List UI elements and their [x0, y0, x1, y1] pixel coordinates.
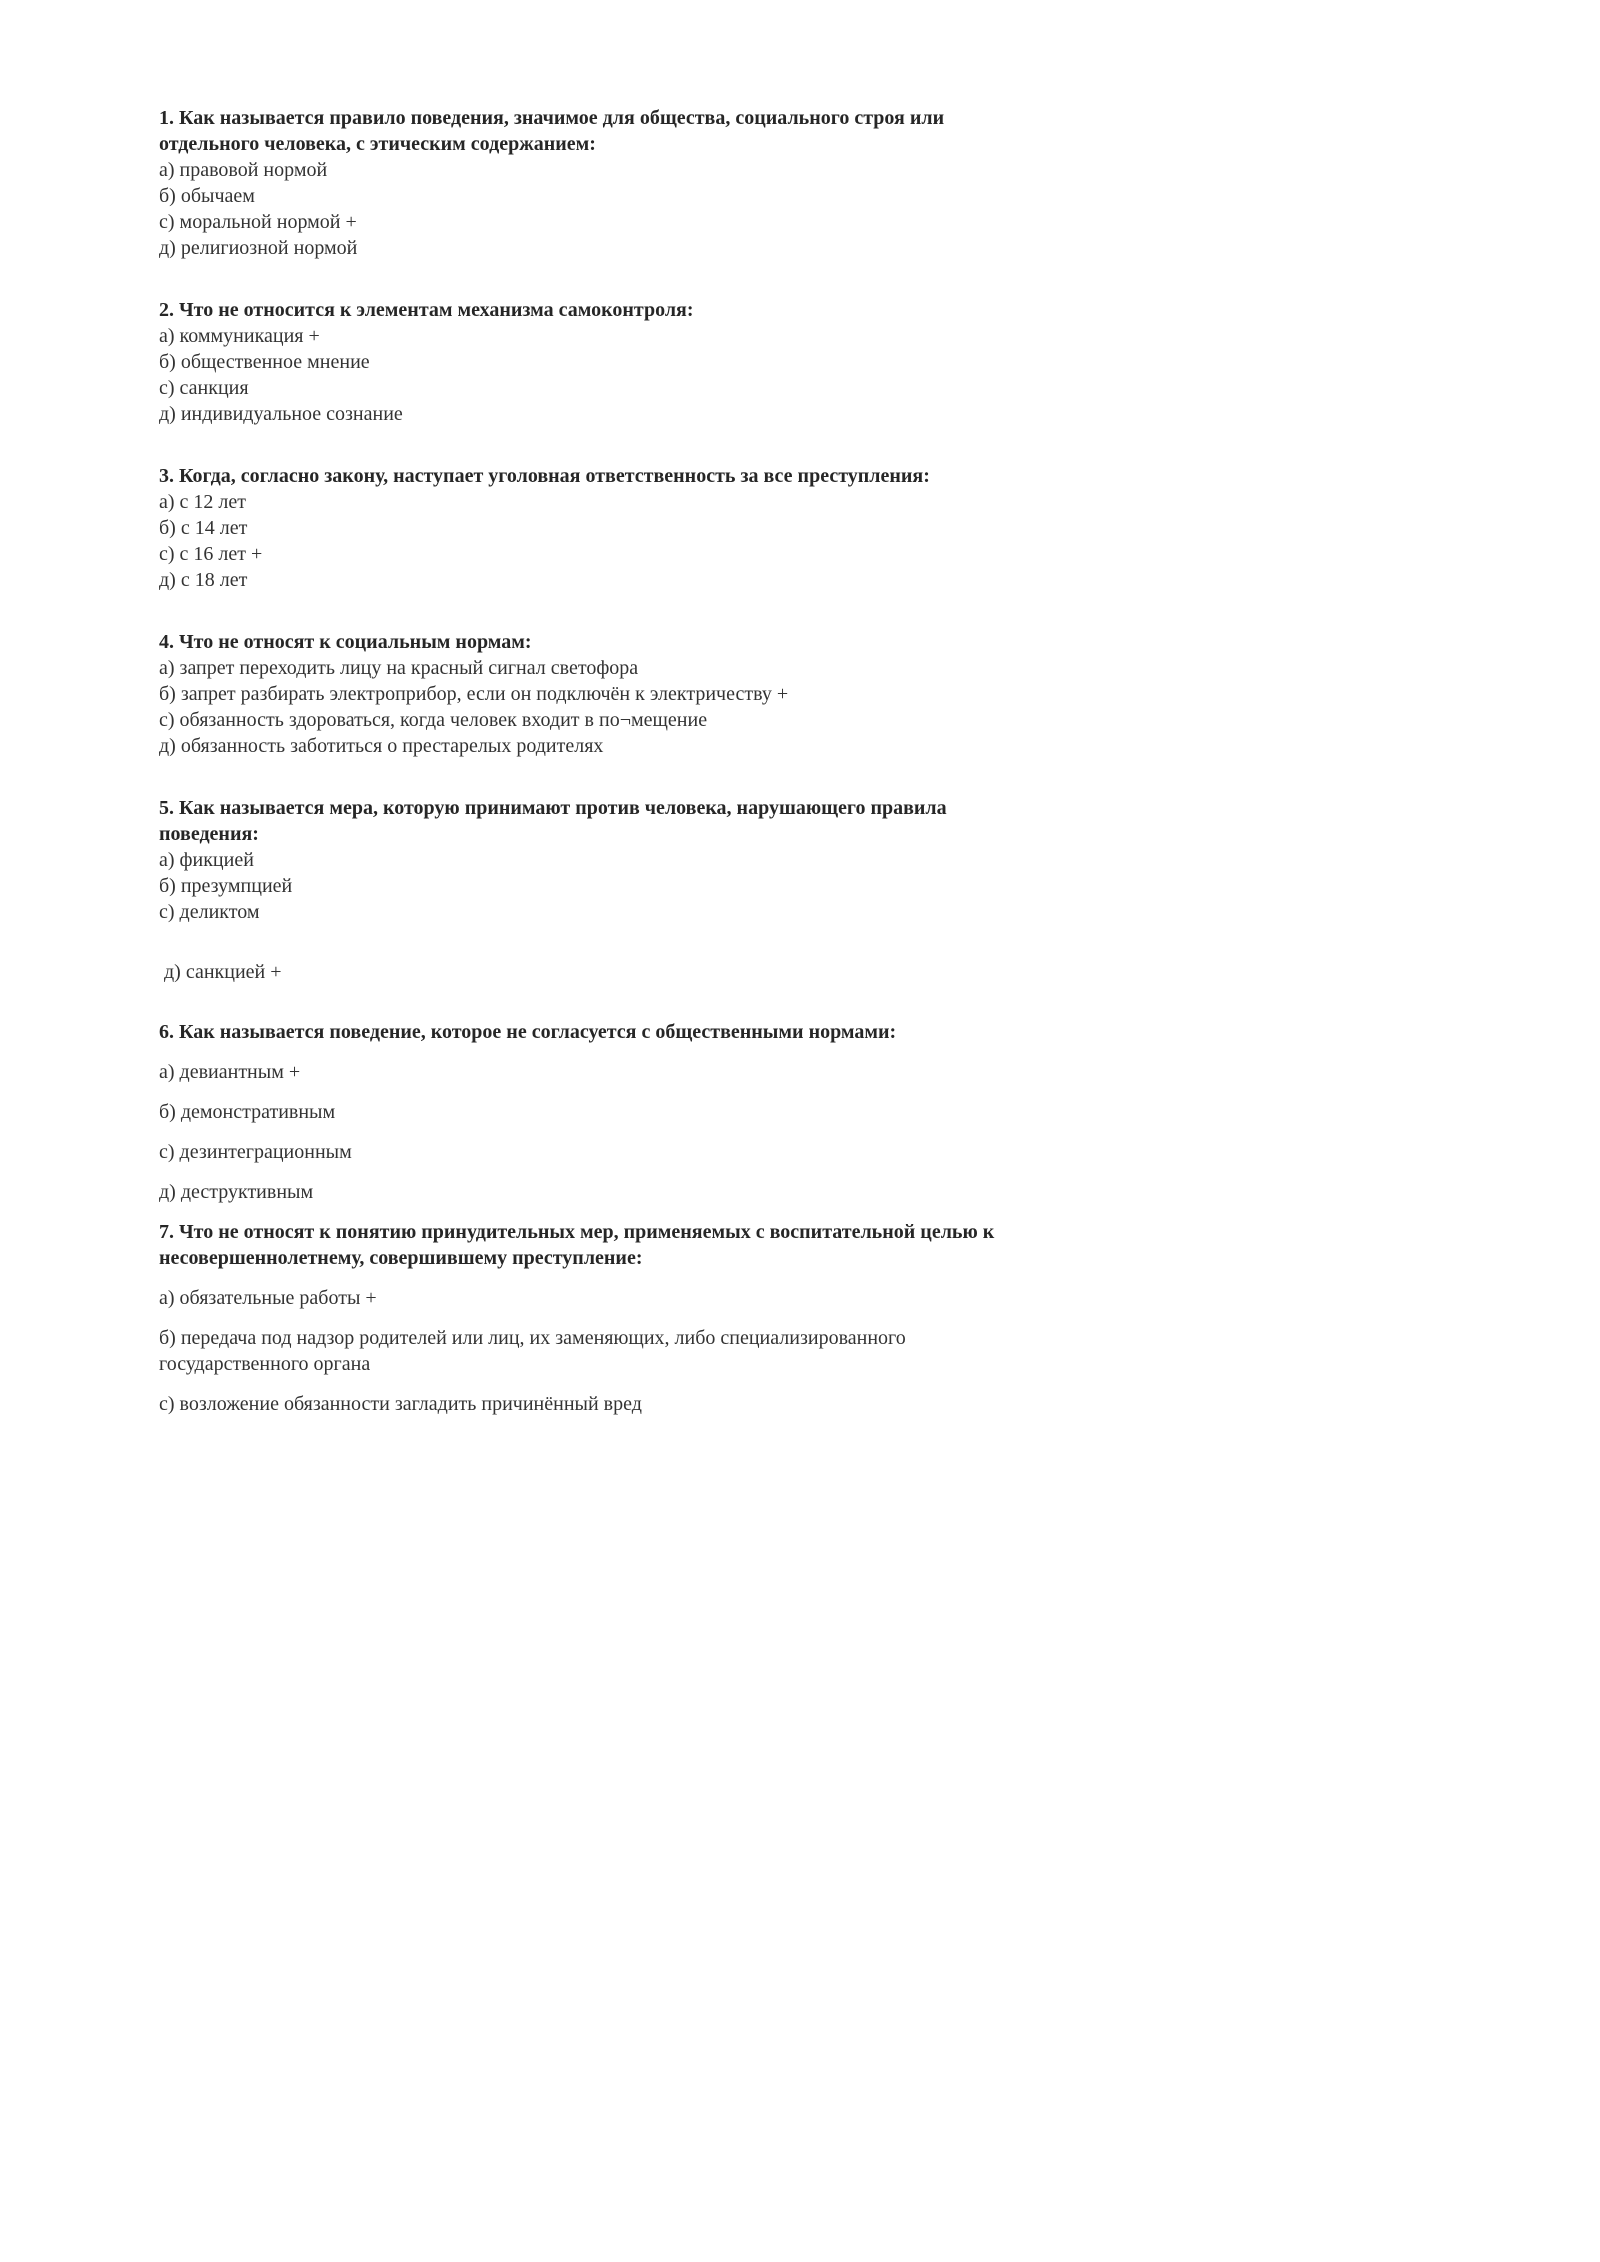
- question-3-option-c: с) с 16 лет +: [159, 543, 263, 565]
- question-2-option-b: б) общественное мнение: [159, 351, 370, 373]
- question-1-option-d: д) религиозной нормой: [159, 237, 358, 259]
- question-6-title: 6. Как называется поведение, которое не согласуется с общественными нормами:: [159, 1021, 897, 1043]
- question-2-option-a: а) коммуникация +: [159, 325, 320, 347]
- question-4-option-b: б) запрет разбирать электроприбор, если он подключён к электричеству +: [159, 683, 789, 705]
- question-1-title: 1. Как называется правило поведения, значимое для общества, социального строя или отдельного человека, с этическим содержанием:: [159, 107, 945, 155]
- question-3-option-d: д) с 18 лет: [159, 569, 248, 591]
- question-3-option-a: а) с 12 лет: [159, 491, 247, 513]
- question-6-option-a: а) девиантным +: [159, 1061, 301, 1083]
- question-1-option-a: а) правовой нормой: [159, 159, 328, 181]
- question-6: [159, 1019, 1039, 1205]
- question-3: [159, 463, 1039, 593]
- question-6-option-c: с) дезинтеграционным: [159, 1141, 352, 1163]
- question-6-option-d: д) деструктивным: [159, 1181, 314, 1203]
- question-2: [159, 297, 1039, 427]
- question-1-option-b: б) обычаем: [159, 185, 255, 207]
- question-5-option-d: д) санкцией +: [164, 961, 282, 983]
- question-2-option-d: д) индивидуальное сознание: [159, 403, 403, 425]
- question-4-option-a: а) запрет переходить лицу на красный сигнал светофора: [159, 657, 639, 679]
- document-page: [159, 105, 1039, 1431]
- question-5-option-c: с) деликтом: [159, 901, 260, 923]
- question-7-option-a: а) обязательные работы +: [159, 1287, 377, 1309]
- question-1-option-c: с) моральной нормой +: [159, 211, 357, 233]
- question-4: [159, 629, 1039, 759]
- question-3-option-b: б) с 14 лет: [159, 517, 248, 539]
- question-4-option-d: д) обязанность заботиться о престарелых родителях: [159, 735, 604, 757]
- question-2-option-c: с) санкция: [159, 377, 249, 399]
- question-7-option-c: с) возложение обязанности загладить причинённый вред: [159, 1393, 642, 1415]
- question-4-option-c: с) обязанность здороваться, когда человек входит в по¬мещение: [159, 709, 708, 731]
- question-5: [159, 795, 1039, 985]
- question-6-option-b: б) демонстративным: [159, 1101, 336, 1123]
- question-7-option-b: б) передача под надзор родителей или лиц, их заменяющих, либо специализированного государственного органа: [159, 1327, 906, 1375]
- question-1: [159, 105, 1039, 261]
- question-7-title: 7. Что не относят к понятию принудительных мер, применяемых с воспитательной целью к несовершеннолетнему, совершившему преступление:: [159, 1221, 995, 1269]
- question-3-title: 3. Когда, согласно закону, наступает уголовная ответственность за все преступления:: [159, 465, 930, 487]
- question-2-title: 2. Что не относится к элементам механизма самоконтроля:: [159, 299, 694, 321]
- question-4-title: 4. Что не относят к социальным нормам:: [159, 631, 532, 653]
- question-5-option-a: а) фикцией: [159, 849, 254, 871]
- question-5-option-b: б) презумпцией: [159, 875, 293, 897]
- question-7: [159, 1219, 1039, 1417]
- question-5-title: 5. Как называется мера, которую принимают против человека, нарушающего правила поведения:: [159, 797, 947, 845]
